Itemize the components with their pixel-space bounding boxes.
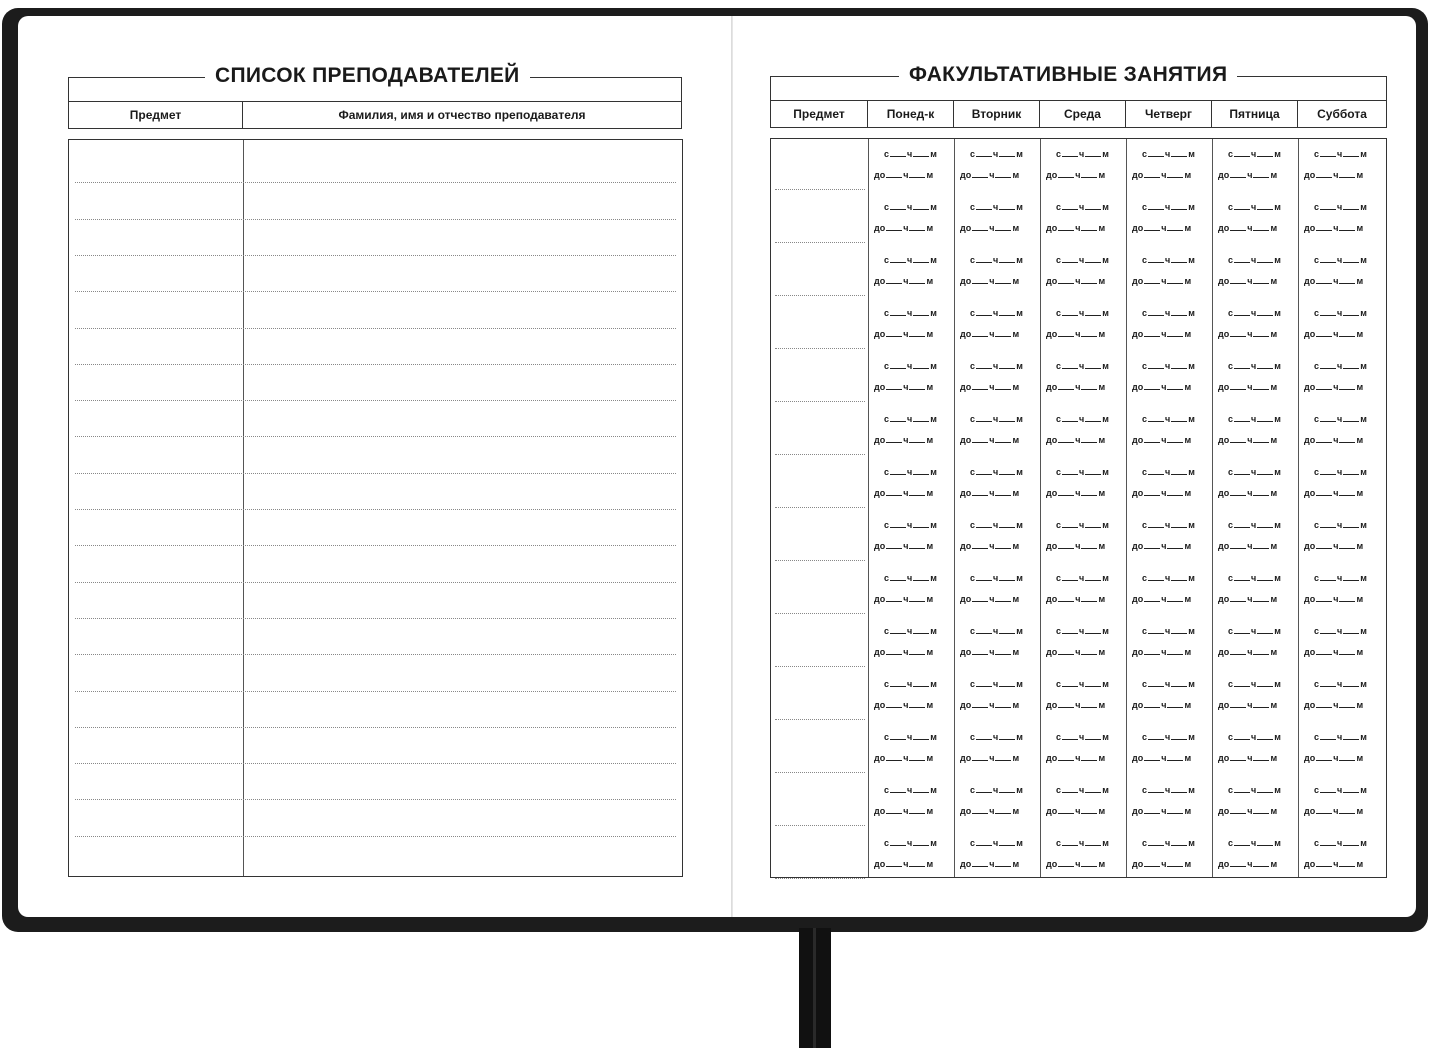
time-from-field[interactable]: с ч м — [1228, 202, 1281, 212]
time-to-field[interactable]: до ч м — [1046, 435, 1106, 445]
time-to-field[interactable]: до ч м — [1046, 329, 1106, 339]
time-from-field[interactable]: с ч м — [1142, 467, 1195, 477]
time-from-field[interactable]: с ч м — [1142, 255, 1195, 265]
elective-subject-line[interactable] — [775, 189, 865, 190]
time-from-field[interactable]: с ч м — [884, 361, 937, 371]
time-from-field[interactable]: с ч м — [1228, 785, 1281, 795]
time-to-field[interactable]: до ч м — [1132, 329, 1192, 339]
time-from-field[interactable]: с ч м — [1056, 149, 1109, 159]
time-to-field[interactable]: до ч м — [1304, 859, 1364, 869]
col-monday: Понед-к — [868, 101, 954, 127]
time-from-field[interactable]: с ч м — [1314, 573, 1367, 583]
elective-subject-line[interactable] — [775, 242, 865, 243]
time-from-field[interactable]: с ч м — [970, 414, 1023, 424]
time-to-field[interactable]: до ч м — [1046, 170, 1106, 180]
time-from-field[interactable]: с ч м — [884, 202, 937, 212]
time-from-field[interactable]: с ч м — [1056, 255, 1109, 265]
time-to-field[interactable]: до ч м — [1046, 753, 1106, 763]
time-to-field[interactable]: до ч м — [1132, 753, 1192, 763]
time-from-field[interactable]: с ч м — [1056, 626, 1109, 636]
time-from-field[interactable]: с ч м — [1056, 467, 1109, 477]
time-to-field[interactable]: до ч м — [1304, 435, 1364, 445]
elective-subject-line[interactable] — [775, 348, 865, 349]
time-from-field[interactable]: с ч м — [1314, 255, 1367, 265]
elective-subject-line[interactable] — [775, 825, 865, 826]
time-to-field[interactable]: до ч м — [960, 806, 1020, 816]
writing-line[interactable] — [75, 545, 676, 546]
time-from-field[interactable]: с ч м — [1314, 149, 1367, 159]
time-to-field[interactable]: до ч м — [1132, 170, 1192, 180]
time-from-field[interactable]: с ч м — [970, 626, 1023, 636]
time-from-field[interactable]: с ч м — [1314, 679, 1367, 689]
time-to-field[interactable]: до ч м — [874, 753, 934, 763]
time-to-field[interactable]: до ч м — [1132, 223, 1192, 233]
time-to-field[interactable]: до ч м — [1132, 806, 1192, 816]
time-to-field[interactable]: до ч м — [1304, 753, 1364, 763]
time-from-field[interactable]: с ч м — [970, 679, 1023, 689]
elective-subject-line[interactable] — [775, 719, 865, 720]
time-from-field[interactable]: с ч м — [1228, 679, 1281, 689]
time-to-field[interactable]: до ч м — [1046, 647, 1106, 657]
time-from-field[interactable]: с ч м — [1228, 414, 1281, 424]
time-to-field[interactable]: до ч м — [1218, 700, 1278, 710]
time-from-field[interactable]: с ч м — [884, 149, 937, 159]
time-from-field[interactable]: с ч м — [1228, 573, 1281, 583]
time-from-field[interactable]: с ч м — [970, 202, 1023, 212]
time-to-field[interactable]: до ч м — [960, 700, 1020, 710]
time-to-field[interactable]: до ч м — [874, 859, 934, 869]
time-from-field[interactable]: с ч м — [970, 361, 1023, 371]
time-from-field[interactable]: с ч м — [1056, 573, 1109, 583]
time-from-field[interactable]: с ч м — [1228, 361, 1281, 371]
time-from-field[interactable]: с ч м — [1314, 414, 1367, 424]
elective-subject-line[interactable] — [775, 401, 865, 402]
time-to-field[interactable]: до ч м — [1218, 859, 1278, 869]
time-to-field[interactable]: до ч м — [874, 435, 934, 445]
time-from-field[interactable]: с ч м — [1056, 838, 1109, 848]
elective-subject-line[interactable] — [775, 295, 865, 296]
time-from-field[interactable]: с ч м — [1228, 308, 1281, 318]
time-to-field[interactable]: до ч м — [1046, 541, 1106, 551]
time-to-field[interactable]: до ч м — [1304, 382, 1364, 392]
time-from-field[interactable]: с ч м — [1142, 732, 1195, 742]
time-from-field[interactable]: с ч м — [1142, 520, 1195, 530]
time-to-field[interactable]: до ч м — [1218, 806, 1278, 816]
time-from-field[interactable]: с ч м — [1314, 626, 1367, 636]
electives-header — [770, 63, 1387, 128]
time-from-field[interactable]: с ч м — [1142, 361, 1195, 371]
time-to-field[interactable]: до ч м — [1304, 170, 1364, 180]
time-from-field[interactable]: с ч м — [970, 149, 1023, 159]
time-from-field[interactable]: с ч м — [1314, 361, 1367, 371]
col-wednesday: Среда — [1040, 101, 1126, 127]
elective-subject-line[interactable] — [775, 878, 865, 879]
col-tuesday: Вторник — [954, 101, 1040, 127]
time-to-field[interactable]: до ч м — [874, 223, 934, 233]
writing-line[interactable] — [75, 763, 676, 764]
writing-line[interactable] — [75, 727, 676, 728]
time-from-field[interactable]: с ч м — [1228, 626, 1281, 636]
time-to-field[interactable]: до ч м — [960, 488, 1020, 498]
time-to-field[interactable]: до ч м — [874, 541, 934, 551]
elective-subject-line[interactable] — [775, 507, 865, 508]
time-to-field[interactable]: до ч м — [874, 700, 934, 710]
writing-line[interactable] — [75, 836, 676, 837]
electives-title: ФАКУЛЬТАТИВНЫЕ ЗАНЯТИЯ — [899, 63, 1237, 87]
time-to-field[interactable]: до ч м — [1304, 329, 1364, 339]
col-subject: Предмет — [771, 101, 868, 127]
time-to-field[interactable]: до ч м — [960, 753, 1020, 763]
teachers-title: СПИСОК ПРЕПОДАВАТЕЛЕЙ — [205, 64, 530, 88]
time-from-field[interactable]: с ч м — [1056, 361, 1109, 371]
time-to-field[interactable]: до ч м — [1046, 276, 1106, 286]
time-from-field[interactable]: с ч м — [1142, 414, 1195, 424]
elective-subject-line[interactable] — [775, 560, 865, 561]
time-from-field[interactable]: с ч м — [970, 520, 1023, 530]
time-to-field[interactable]: до ч м — [1218, 276, 1278, 286]
time-to-field[interactable]: до ч м — [960, 276, 1020, 286]
time-from-field[interactable]: с ч м — [1142, 573, 1195, 583]
writing-line[interactable] — [75, 400, 676, 401]
time-to-field[interactable]: до ч м — [960, 170, 1020, 180]
time-from-field[interactable]: с ч м — [884, 414, 937, 424]
electives-table — [770, 138, 1387, 878]
time-to-field[interactable]: до ч м — [960, 329, 1020, 339]
col-saturday: Суббота — [1317, 107, 1367, 121]
time-to-field[interactable]: до ч м — [1304, 647, 1364, 657]
writing-line[interactable] — [75, 582, 676, 583]
time-to-field[interactable]: до ч м — [1046, 594, 1106, 604]
time-to-field[interactable]: до ч м — [1218, 382, 1278, 392]
time-from-field[interactable]: с ч м — [1314, 785, 1367, 795]
time-to-field[interactable]: до ч м — [874, 329, 934, 339]
time-from-field[interactable]: с ч м — [884, 785, 937, 795]
time-to-field[interactable]: до ч м — [874, 647, 934, 657]
writing-line[interactable] — [75, 436, 676, 437]
time-to-field[interactable]: до ч м — [1304, 276, 1364, 286]
time-from-field[interactable]: с ч м — [1314, 308, 1367, 318]
writing-line[interactable] — [75, 364, 676, 365]
writing-line[interactable] — [75, 328, 676, 329]
elective-subject-line[interactable] — [775, 454, 865, 455]
time-to-field[interactable]: до ч м — [1046, 223, 1106, 233]
time-from-field[interactable]: с ч м — [884, 679, 937, 689]
time-to-field[interactable]: до ч м — [1218, 329, 1278, 339]
time-from-field[interactable]: с ч м — [970, 732, 1023, 742]
time-to-field[interactable]: до ч м — [1218, 223, 1278, 233]
elective-subject-line[interactable] — [775, 613, 865, 614]
time-from-field[interactable]: с ч м — [1142, 626, 1195, 636]
time-to-field[interactable]: до ч м — [874, 382, 934, 392]
writing-line[interactable] — [75, 799, 676, 800]
time-from-field[interactable]: с ч м — [970, 308, 1023, 318]
time-from-field[interactable]: с ч м — [1056, 202, 1109, 212]
time-to-field[interactable]: до ч м — [874, 806, 934, 816]
time-to-field[interactable]: до ч м — [1132, 859, 1192, 869]
time-from-field[interactable]: с ч м — [1228, 732, 1281, 742]
time-to-field[interactable]: до ч м — [960, 223, 1020, 233]
writing-line[interactable] — [75, 255, 676, 256]
time-to-field[interactable]: до ч м — [1046, 488, 1106, 498]
time-to-field[interactable]: до ч м — [1046, 859, 1106, 869]
col-friday: Пятница — [1212, 101, 1298, 127]
time-to-field[interactable]: до ч м — [960, 647, 1020, 657]
time-to-field[interactable]: до ч м — [1218, 541, 1278, 551]
col-teacher-name: Фамилия, имя и отчество преподавателя — [338, 108, 586, 122]
time-to-field[interactable]: до ч м — [1046, 806, 1106, 816]
time-from-field[interactable]: с ч м — [1314, 520, 1367, 530]
time-to-field[interactable]: до ч м — [1304, 700, 1364, 710]
time-to-field[interactable]: до ч м — [1218, 170, 1278, 180]
time-to-field[interactable]: до ч м — [1132, 594, 1192, 604]
time-from-field[interactable]: с ч м — [884, 467, 937, 477]
time-from-field[interactable]: с ч м — [1228, 838, 1281, 848]
time-from-field[interactable]: с ч м — [1056, 520, 1109, 530]
time-from-field[interactable]: с ч м — [884, 732, 937, 742]
writing-line[interactable] — [75, 654, 676, 655]
time-to-field[interactable]: до ч м — [1046, 700, 1106, 710]
time-to-field[interactable]: до ч м — [1132, 541, 1192, 551]
bookmark-ribbon[interactable] — [799, 928, 831, 1048]
time-to-field[interactable]: до ч м — [1132, 276, 1192, 286]
writing-line[interactable] — [75, 182, 676, 183]
writing-line[interactable] — [75, 691, 676, 692]
time-to-field[interactable]: до ч м — [1304, 488, 1364, 498]
time-to-field[interactable]: до ч м — [960, 541, 1020, 551]
time-from-field[interactable]: с ч м — [1142, 838, 1195, 848]
time-from-field[interactable]: с ч м — [1314, 202, 1367, 212]
time-to-field[interactable]: до ч м — [960, 594, 1020, 604]
col-thursday: Четверг — [1126, 101, 1212, 127]
time-to-field[interactable]: до ч м — [1046, 382, 1106, 392]
time-from-field[interactable]: с ч м — [884, 573, 937, 583]
time-from-field[interactable]: с ч м — [1142, 679, 1195, 689]
time-to-field[interactable]: до ч м — [1304, 223, 1364, 233]
time-from-field[interactable]: с ч м — [884, 308, 937, 318]
writing-line[interactable] — [75, 509, 676, 510]
time-to-field[interactable]: до ч м — [960, 859, 1020, 869]
time-from-field[interactable]: с ч м — [1056, 308, 1109, 318]
time-from-field[interactable]: с ч м — [1056, 414, 1109, 424]
time-from-field[interactable]: с ч м — [970, 785, 1023, 795]
time-to-field[interactable]: до ч м — [1132, 700, 1192, 710]
time-to-field[interactable]: до ч м — [1132, 382, 1192, 392]
time-to-field[interactable]: до ч м — [1304, 806, 1364, 816]
time-to-field[interactable]: до ч м — [1218, 647, 1278, 657]
time-to-field[interactable]: до ч м — [874, 276, 934, 286]
time-from-field[interactable]: с ч м — [970, 467, 1023, 477]
time-to-field[interactable]: до ч м — [874, 170, 934, 180]
time-from-field[interactable]: с ч м — [1056, 732, 1109, 742]
time-from-field[interactable]: с ч м — [884, 838, 937, 848]
time-from-field[interactable]: с ч м — [884, 520, 937, 530]
time-to-field[interactable]: до ч м — [1218, 488, 1278, 498]
time-to-field[interactable]: до ч м — [874, 594, 934, 604]
time-to-field[interactable]: до ч м — [960, 435, 1020, 445]
time-to-field[interactable]: до ч м — [960, 382, 1020, 392]
time-from-field[interactable]: с ч м — [970, 573, 1023, 583]
time-from-field[interactable]: с ч м — [1228, 467, 1281, 477]
time-from-field[interactable]: с ч м — [1142, 149, 1195, 159]
time-to-field[interactable]: до ч м — [1304, 594, 1364, 604]
time-from-field[interactable]: с ч м — [884, 255, 937, 265]
elective-subject-line[interactable] — [775, 772, 865, 773]
col-subject: Предмет — [69, 102, 243, 128]
time-from-field[interactable]: с ч м — [1228, 520, 1281, 530]
writing-line[interactable] — [75, 291, 676, 292]
time-from-field[interactable]: с ч м — [1228, 255, 1281, 265]
time-to-field[interactable]: до ч м — [1132, 647, 1192, 657]
time-to-field[interactable]: до ч м — [874, 488, 934, 498]
teachers-table — [68, 139, 683, 877]
elective-subject-line[interactable] — [775, 666, 865, 667]
time-to-field[interactable]: до ч м — [1132, 435, 1192, 445]
time-from-field[interactable]: с ч м — [1142, 202, 1195, 212]
time-to-field[interactable]: до ч м — [1304, 541, 1364, 551]
time-from-field[interactable]: с ч м — [970, 255, 1023, 265]
time-from-field[interactable]: с ч м — [1056, 679, 1109, 689]
teachers-header — [68, 64, 682, 129]
time-to-field[interactable]: до ч м — [1218, 594, 1278, 604]
time-from-field[interactable]: с ч м — [1056, 785, 1109, 795]
time-from-field[interactable]: с ч м — [884, 626, 937, 636]
time-from-field[interactable]: с ч м — [970, 838, 1023, 848]
time-from-field[interactable]: с ч м — [1228, 149, 1281, 159]
time-from-field[interactable]: с ч м — [1314, 838, 1367, 848]
writing-line[interactable] — [75, 473, 676, 474]
time-from-field[interactable]: с ч м — [1142, 785, 1195, 795]
time-to-field[interactable]: до ч м — [1218, 753, 1278, 763]
time-from-field[interactable]: с ч м — [1142, 308, 1195, 318]
time-from-field[interactable]: с ч м — [1314, 467, 1367, 477]
writing-line[interactable] — [75, 219, 676, 220]
time-to-field[interactable]: до ч м — [1132, 488, 1192, 498]
time-to-field[interactable]: до ч м — [1218, 435, 1278, 445]
writing-line[interactable] — [75, 618, 676, 619]
time-from-field[interactable]: с ч м — [1314, 732, 1367, 742]
